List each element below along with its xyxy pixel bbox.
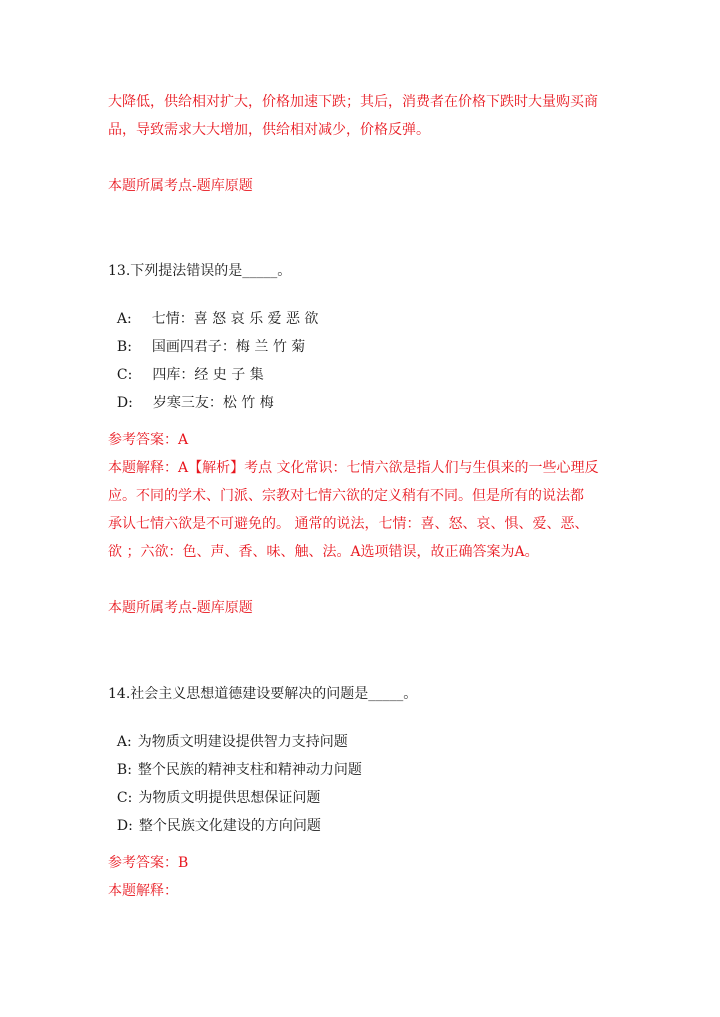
q13-explanation-line-2: 应。不同的学术、门派、宗教对七情六欲的定义稍有不同。但是所有的说法都	[108, 488, 584, 504]
q14-stem: 14.社会主义思想道德建设要解决的问题是_____。	[108, 686, 418, 702]
q13-explanation-line-3: 承认七情六欲是不可避免的。 通常的说法，七情：喜、怒、哀、惧、爱、恶、	[108, 516, 589, 532]
option-text: 岁寒三友：松 竹 梅	[152, 395, 274, 411]
prev-source-label: 本题所属考点-题库原题	[108, 178, 253, 194]
option-text: 整个民族文化建设的方向问题	[138, 818, 321, 834]
q13-explanation-line-1: 本题解释：A【解析】考点 文化常识：七情六欲是指人们与生俱来的一些心理反	[108, 460, 599, 476]
q13-stem: 13.下列提法错误的是_____。	[108, 263, 292, 279]
option-letter: D:	[116, 395, 133, 411]
q13-source-label: 本题所属考点-题库原题	[108, 600, 253, 616]
option-letter: B:	[116, 762, 132, 778]
option-letter: C:	[116, 367, 133, 383]
prev-explanation-line-2: 品，导致需求大大增加，供给相对减少，价格反弹。	[108, 122, 430, 138]
q13-answer: 参考答案：A	[108, 432, 189, 448]
option-text: 七情：喜 怒 哀 乐 爱 恶 欲	[151, 311, 319, 327]
option-letter: B:	[116, 339, 132, 355]
option-letter: A:	[116, 734, 132, 750]
q14-explanation-label: 本题解释：	[108, 883, 178, 899]
prev-explanation-line-1: 大降低，供给相对扩大，价格加速下跌；其后，消费者在价格下跌时大量购买商	[108, 94, 598, 110]
option-letter: D:	[116, 818, 133, 834]
q14-answer: 参考答案：B	[108, 855, 189, 871]
option-text: 为物质文明建设提供智力支持问题	[137, 734, 348, 750]
option-text: 整个民族的精神支柱和精神动力问题	[137, 762, 362, 778]
option-text: 四库：经 史 子 集	[152, 367, 264, 383]
option-letter: A:	[116, 311, 132, 327]
option-letter: C:	[116, 790, 133, 806]
q13-explanation-line-4: 欲 ；六欲：色、声、香、味、触、法。A选项错误，故正确答案为A。	[108, 544, 539, 560]
option-text: 国画四君子：梅 兰 竹 菊	[151, 339, 306, 355]
option-text: 为物质文明提供思想保证问题	[138, 790, 321, 806]
q14-option-d	[108, 796, 321, 836]
q13-option-d	[108, 373, 274, 413]
